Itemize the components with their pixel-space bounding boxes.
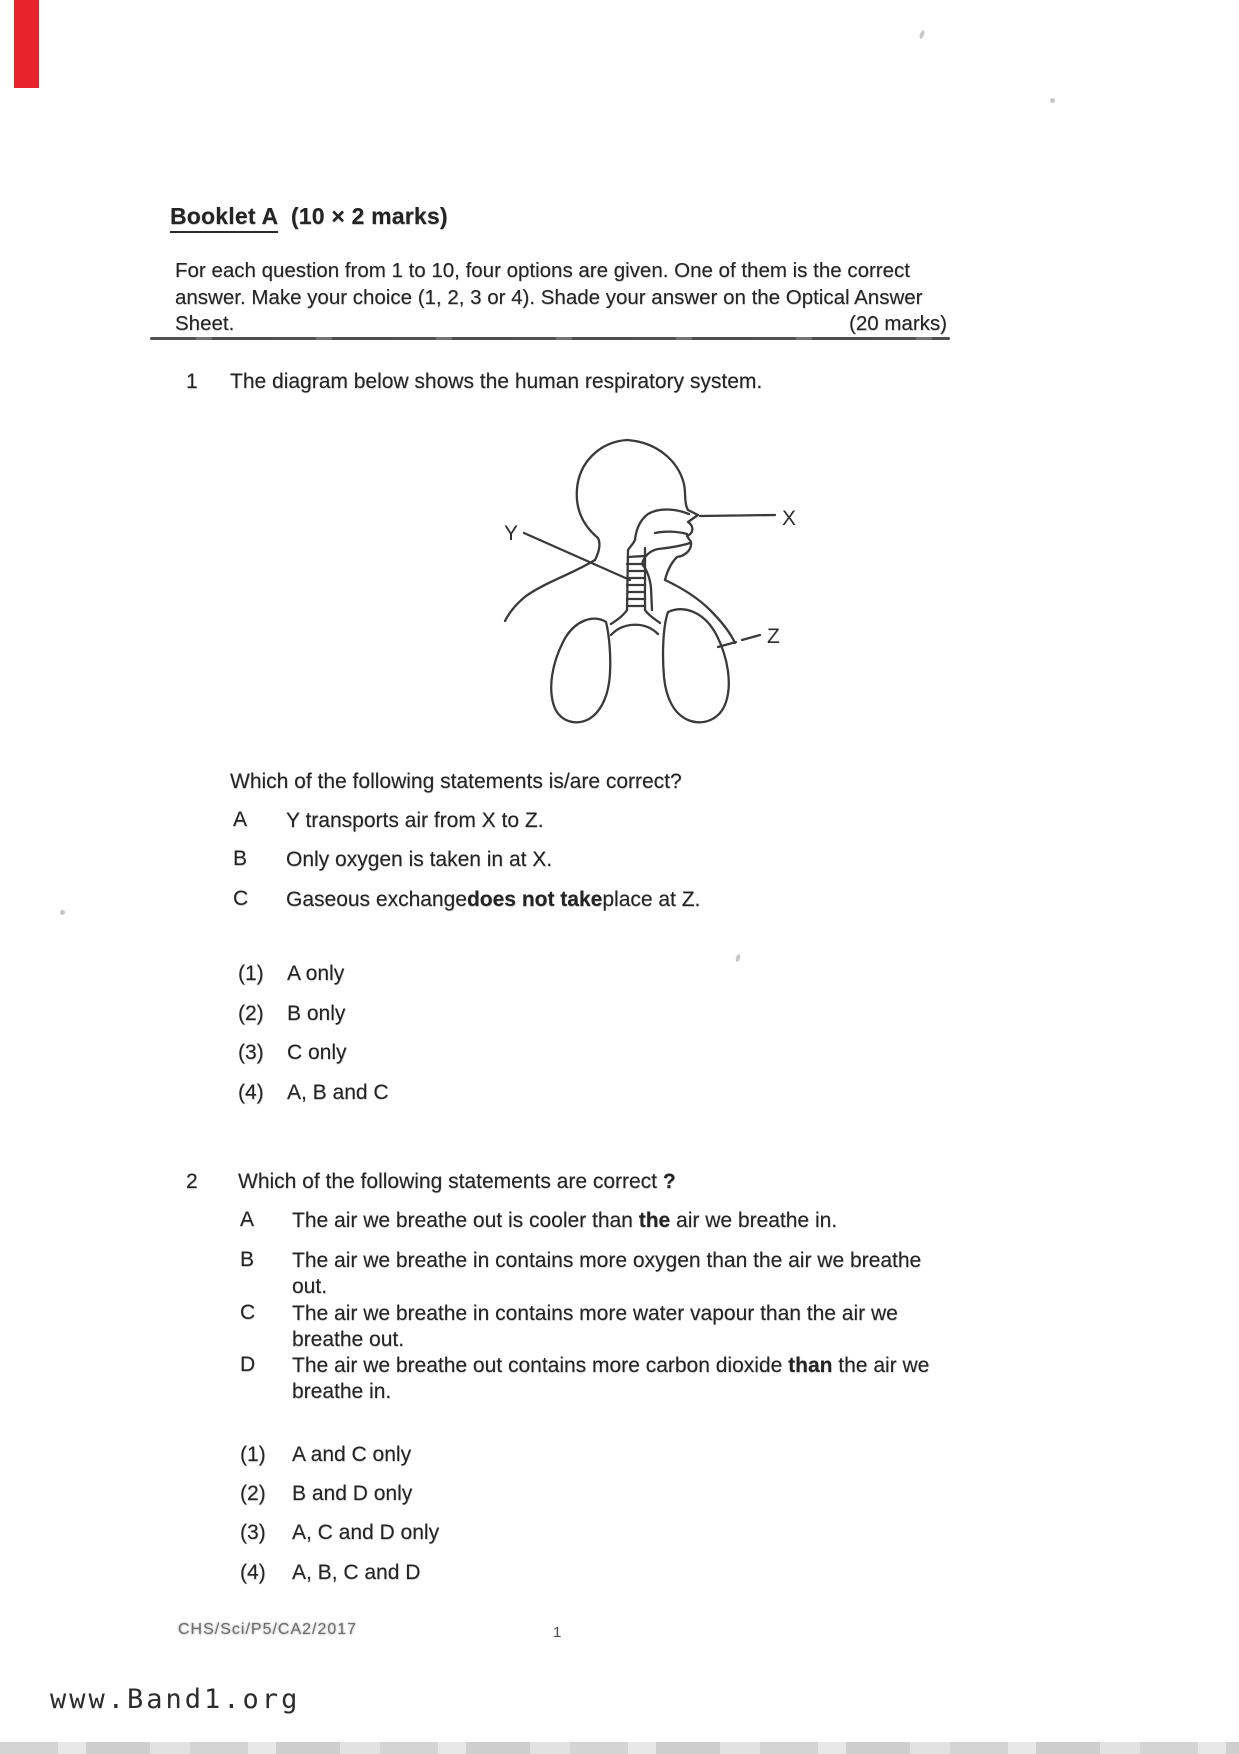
- q2-statement-d-letter: D: [240, 1353, 256, 1376]
- left-lung: [551, 619, 610, 723]
- q2-statement-b-text: The air we breathe in contains more oxygen than the air we breathe out.: [292, 1249, 922, 1298]
- question1-prompt: The diagram below shows the human respiratory system.: [230, 370, 763, 393]
- q1-statement-a-letter: A: [233, 808, 248, 831]
- q2-statement-c-letter: C: [240, 1301, 256, 1324]
- q2-statement-c-text: The air we breathe in contains more water vapour than the air we breathe out.: [292, 1302, 898, 1351]
- left-bronchus: [611, 610, 627, 624]
- label-z-line: [718, 635, 760, 647]
- booklet-header: [170, 203, 448, 233]
- q1-option-3-number: (3): [238, 1041, 264, 1064]
- head-outline: [577, 440, 627, 560]
- scan-speck: [919, 30, 926, 40]
- scan-speck: [60, 910, 65, 915]
- respiratory-diagram-svg: [468, 430, 808, 730]
- q2-statement-d-text: The air we breathe out contains more carbon dioxide than the air we breathe in.: [292, 1354, 930, 1403]
- diagram-label-y: Y: [504, 522, 519, 545]
- right-bronchus: [645, 610, 660, 623]
- label-y-line: [524, 533, 630, 580]
- left-shoulder-line: [505, 560, 595, 621]
- red-corner-marker: [14, 0, 39, 88]
- q1-statement-c-text: Gaseous exchangedoes not takeplace at Z.: [286, 888, 701, 911]
- q1-option-2-text: B only: [287, 1002, 346, 1025]
- right-shoulder-line: [665, 580, 735, 643]
- q2-statement-a-letter: A: [240, 1208, 255, 1231]
- q2-option-3-text: A, C and D only: [292, 1521, 440, 1544]
- q1-option-3-text: C only: [287, 1041, 347, 1064]
- diagram-label-z: Z: [767, 625, 780, 648]
- q2-option-3-number: (3): [240, 1521, 266, 1544]
- booklet-marks: (10 × 2 marks): [290, 203, 448, 229]
- q2-option-1-text: A and C only: [292, 1443, 412, 1466]
- respiratory-system-diagram: [468, 430, 808, 730]
- mouth-lower-line: [642, 543, 690, 564]
- diagram-label-x: X: [782, 507, 797, 530]
- q2-option-2-text: B and D only: [292, 1482, 413, 1505]
- q1-statement-b-letter: B: [233, 847, 248, 870]
- q2-option-4-number: (4): [240, 1561, 266, 1584]
- q2-option-4-text: A, B, C and D: [292, 1561, 421, 1584]
- scan-speck: [1050, 98, 1055, 103]
- nasal-passage: [628, 510, 689, 551]
- question1-subprompt: Which of the following statements is/are correct?: [230, 770, 682, 793]
- q2-option-1-number: (1): [240, 1443, 266, 1466]
- instructions-line-3: Sheet.: [175, 312, 235, 335]
- q1-statement-c-letter: C: [233, 887, 249, 910]
- mouth-upper-line: [655, 532, 687, 534]
- q2-statement-a-text: The air we breathe out is cooler than the air we breathe in.: [292, 1209, 838, 1232]
- footer-doc-code: CHS/Sci/P5/CA2/2017: [178, 1621, 358, 1638]
- footer-page-number: 1: [553, 1624, 562, 1641]
- q1-option-4-text: A, B and C: [287, 1081, 389, 1104]
- booklet-title: Booklet A: [170, 203, 278, 233]
- question1-number: 1: [186, 370, 198, 393]
- instructions-line-2: answer. Make your choice (1, 2, 3 or 4). Shade your answer on the Optical Answer: [175, 285, 923, 309]
- q1-statement-b-text: Only oxygen is taken in at X.: [286, 848, 553, 871]
- marks-note: (20 marks): [849, 312, 947, 335]
- q2-option-2-number: (2): [240, 1482, 266, 1505]
- label-x-line: [700, 515, 775, 516]
- q1-option-1-text: A only: [287, 962, 345, 985]
- q1-option-2-number: (2): [238, 1002, 264, 1025]
- watermark-url: www.Band1.org: [50, 1684, 301, 1715]
- scan-speck: [735, 954, 741, 963]
- carina-arc: [611, 625, 658, 635]
- bottom-scan-edge: [0, 1742, 1239, 1754]
- section-divider-rule: [150, 337, 950, 340]
- question2-number: 2: [186, 1170, 198, 1193]
- instructions-line-1: For each question from 1 to 10, four options are given. One of them is the correct: [175, 259, 910, 282]
- q1-statement-a-text: Y transports air from X to Z.: [286, 809, 544, 832]
- question2-prompt: Which of the following statements are correct ?: [238, 1170, 676, 1193]
- q1-option-1-number: (1): [238, 962, 264, 985]
- q2-statement-b-letter: B: [240, 1248, 255, 1271]
- right-lung: [663, 609, 729, 722]
- instructions-paragraph: [175, 258, 947, 338]
- q1-option-4-number: (4): [238, 1081, 264, 1104]
